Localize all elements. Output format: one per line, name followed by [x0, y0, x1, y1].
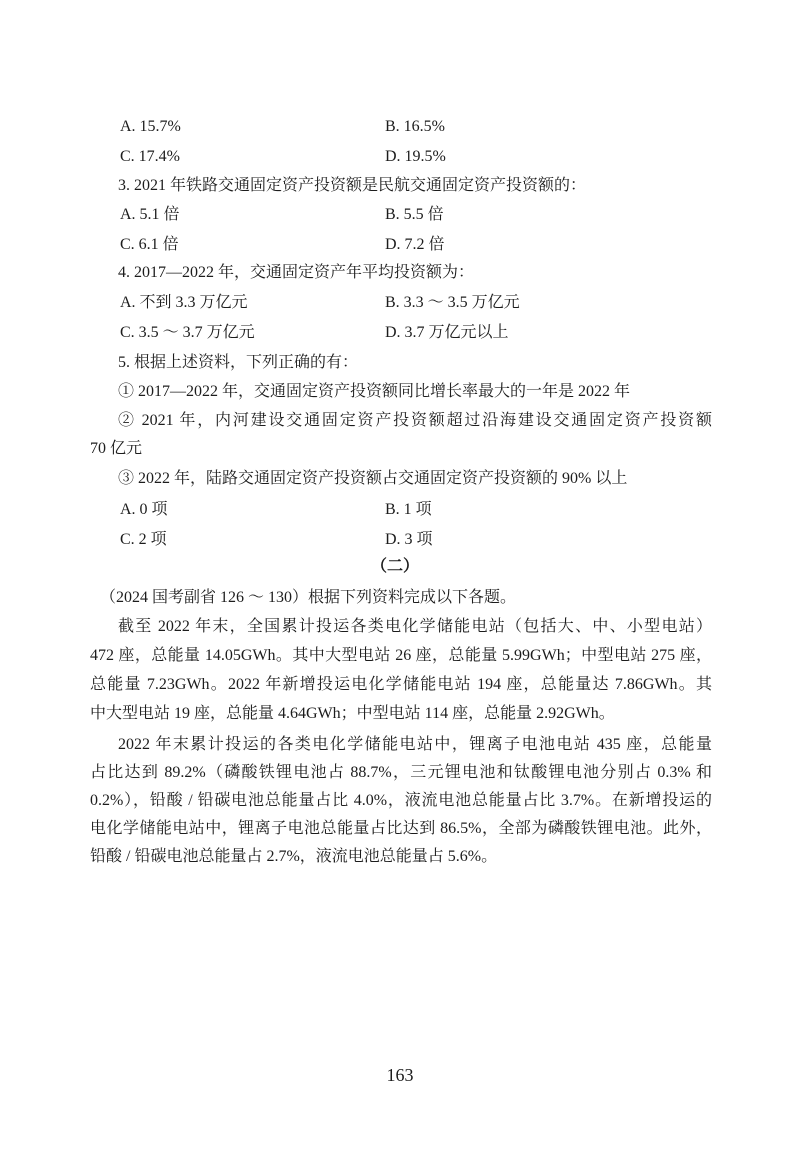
q3-option-b: B. 5.5 倍: [385, 206, 444, 223]
q3-option-d: D. 7.2 倍: [385, 236, 445, 253]
material-p2-line-2: 占比达到 89.2%（磷酸铁锂电池占 88.7%，三元锂电池和钛酸锂电池分别占 0.3% 和: [90, 764, 712, 781]
q5-option-b: B. 1 项: [385, 501, 432, 518]
q5-option-c: C. 2 项: [120, 531, 167, 548]
q4-option-b: B. 3.3 ～ 3.5 万亿元: [385, 294, 520, 311]
q5-stem: 5. 根据上述资料，下列正确的有：: [118, 354, 359, 371]
q2-option-c: C. 17.4%: [120, 148, 180, 165]
material-p1-line-3: 总能量 7.23GWh。2022 年新增投运电化学储能电站 194 座，总能量达 7.86GWh。其: [90, 676, 712, 693]
q3-option-c: C. 6.1 倍: [120, 236, 179, 253]
q4-option-c: C. 3.5 ～ 3.7 万亿元: [120, 324, 255, 341]
q4-stem: 4. 2017—2022 年，交通固定资产年平均投资额为：: [118, 264, 475, 281]
page-number: 163: [386, 1065, 414, 1085]
q5-statement-2: ② 2021 年，内河建设交通固定资产投资额超过沿海建设交通固定资产投资额: [118, 412, 712, 429]
material-p2-line-3: 0.2%），铅酸 / 铅碳电池总能量占比 4.0%，液流电池总能量占比 3.7%。在新增投运的: [90, 792, 712, 809]
q2-option-a: A. 15.7%: [120, 118, 181, 135]
section-intro: （2024 国考副省 126 ～ 130）根据下列资料完成以下各题。: [100, 589, 517, 606]
material-p2-line-1: 2022 年末累计投运的各类电化学储能电站中，锂离子电池电站 435 座，总能量: [118, 736, 712, 753]
q4-option-a: A. 不到 3.3 万亿元: [120, 294, 248, 311]
q2-option-d: D. 19.5%: [385, 148, 446, 165]
q3-stem: 3. 2021 年铁路交通固定资产投资额是民航交通固定资产投资额的：: [118, 177, 587, 194]
q5-option-a: A. 0 项: [120, 501, 168, 518]
q5-option-d: D. 3 项: [385, 531, 433, 548]
q5-statement-2-continued: 70 亿元: [90, 440, 143, 457]
q5-statement-1: ① 2017—2022 年，交通固定资产投资额同比增长率最大的一年是 2022 年: [118, 383, 631, 400]
q3-option-a: A. 5.1 倍: [120, 206, 180, 223]
material-p1-line-4: 中大型电站 19 座，总能量 4.64GWh；中型电站 114 座，总能量 2.92GWh。: [90, 705, 615, 722]
q5-statement-3: ③ 2022 年，陆路交通固定资产投资额占交通固定资产投资额的 90% 以上: [118, 470, 628, 487]
section-title: （二）: [370, 558, 419, 575]
material-p1-line-1: 截至 2022 年末，全国累计投运各类电化学储能电站（包括大、中、小型电站）: [118, 618, 712, 635]
material-p2-line-4: 电化学储能电站中，锂离子电池总能量占比达到 86.5%，全部为磷酸铁锂电池。此外，: [90, 820, 712, 837]
material-p1-line-2: 472 座，总能量 14.05GWh。其中大型电站 26 座，总能量 5.99GWh；中型电站 275 座，: [90, 647, 712, 664]
q2-option-b: B. 16.5%: [385, 118, 445, 135]
q4-option-d: D. 3.7 万亿元以上: [385, 324, 509, 341]
material-p2-line-5: 铅酸 / 铅碳电池总能量占 2.7%，液流电池总能量占 5.6%。: [90, 848, 498, 865]
